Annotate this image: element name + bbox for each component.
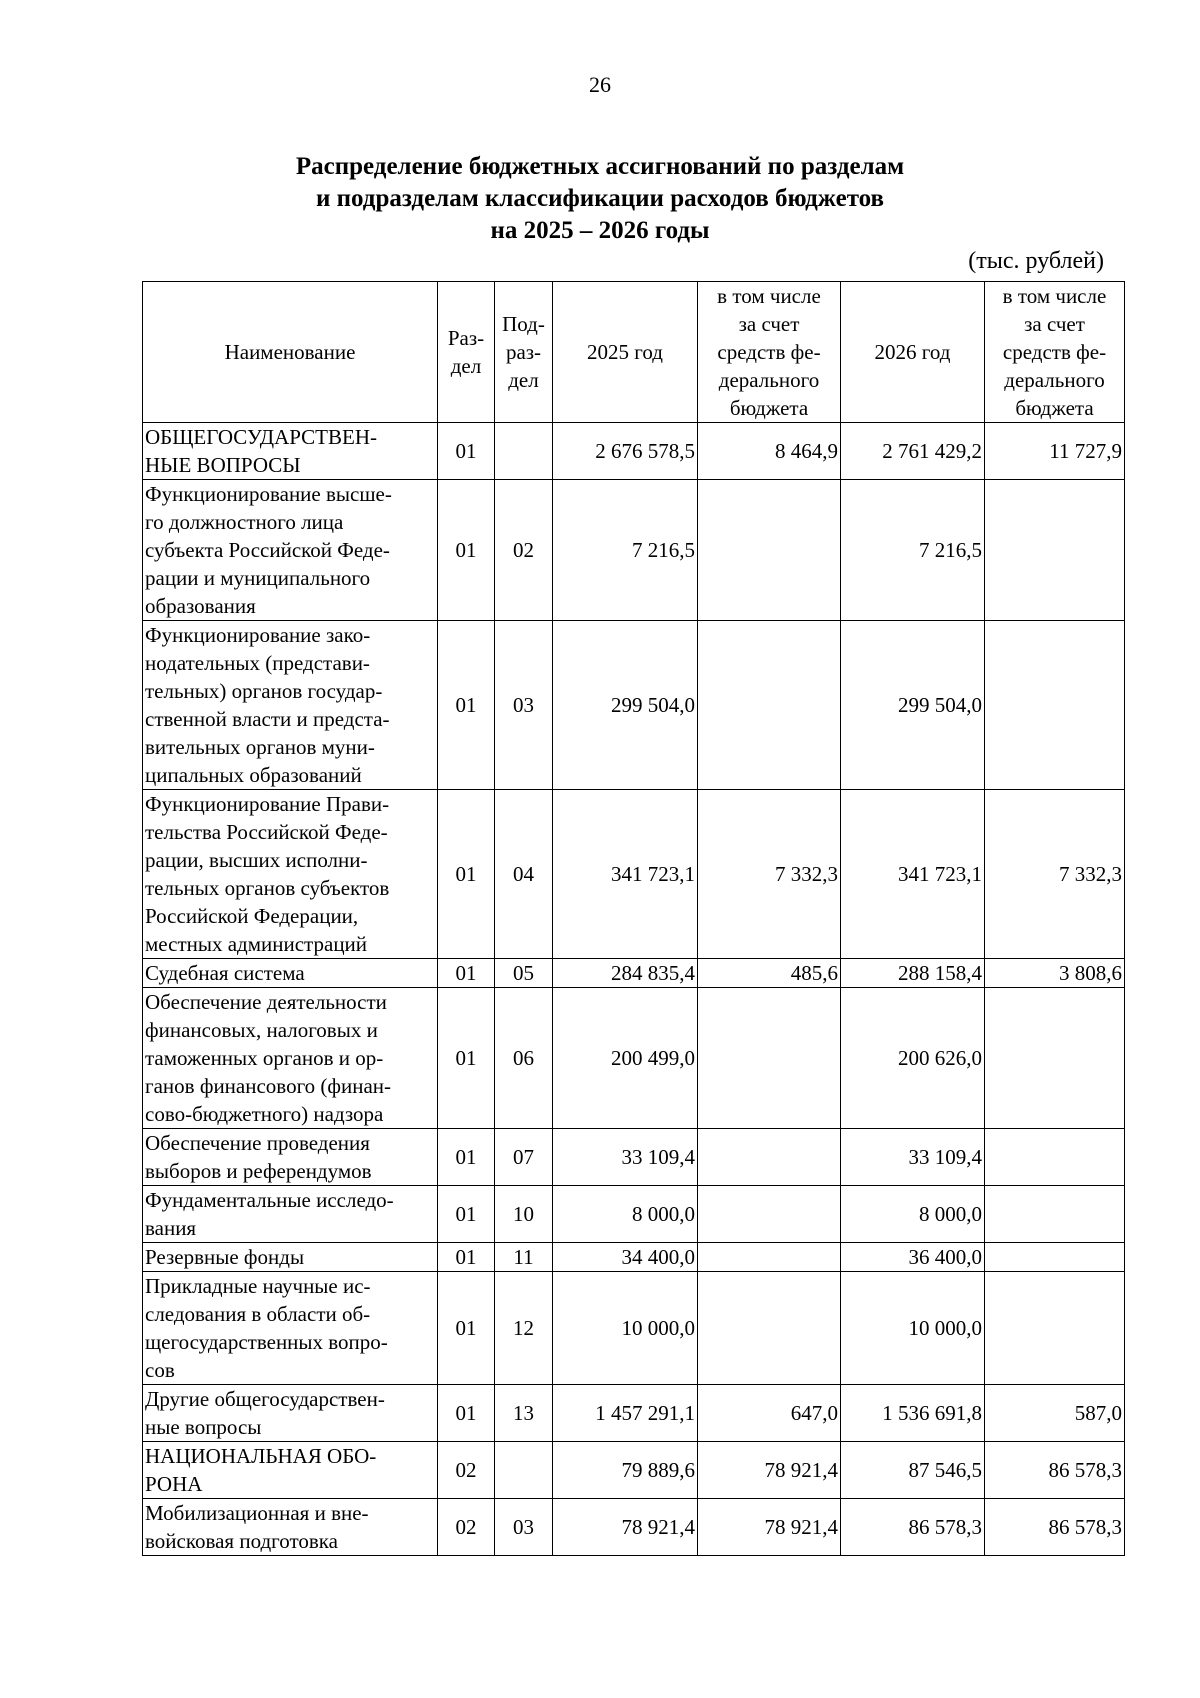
row-name: Судебная система: [143, 959, 438, 988]
row-fed-2026: 11 727,9: [985, 423, 1125, 480]
row-name: Резервные фонды: [143, 1243, 438, 1272]
row-2025: 34 400,0: [553, 1243, 698, 1272]
row-subsection: 06: [495, 988, 553, 1129]
header-2026: 2026 год: [841, 282, 985, 423]
row-2026: 36 400,0: [841, 1243, 985, 1272]
row-fed-2026: 86 578,3: [985, 1442, 1125, 1499]
row-subsection: 04: [495, 790, 553, 959]
row-2026: 86 578,3: [841, 1499, 985, 1556]
row-fed-2025: 647,0: [698, 1385, 841, 1442]
row-fed-2025: [698, 480, 841, 621]
row-name: НАЦИОНАЛЬНАЯ ОБО- РОНА: [143, 1442, 438, 1499]
row-fed-2026: 587,0: [985, 1385, 1125, 1442]
row-subsection: 12: [495, 1272, 553, 1385]
row-2026: 288 158,4: [841, 959, 985, 988]
row-section: 01: [438, 959, 495, 988]
row-name: Функционирование Прави- тельства Российской Феде- рации, высших исполни- тельных органов субъектов Российской Федерации, местных администраций: [143, 790, 438, 959]
row-fed-2025: [698, 1129, 841, 1186]
row-fed-2025: [698, 1243, 841, 1272]
row-2025: 7 216,5: [553, 480, 698, 621]
row-fed-2026: [985, 988, 1125, 1129]
row-fed-2025: [698, 1272, 841, 1385]
table-row: [143, 1272, 1125, 1385]
row-2025: 33 109,4: [553, 1129, 698, 1186]
row-name: Фундаментальные исследо- вания: [143, 1186, 438, 1243]
header-fed-2026: в том числе за счет средств фе- дерального бюджета: [985, 282, 1125, 423]
row-2025: 2 676 578,5: [553, 423, 698, 480]
row-fed-2025: 485,6: [698, 959, 841, 988]
row-name: Функционирование зако- нодательных (представи- тельных) органов государ- ственной власти и предста- вительных органов муни- ципальных образований: [143, 621, 438, 790]
row-2026: 1 536 691,8: [841, 1385, 985, 1442]
row-fed-2026: 7 332,3: [985, 790, 1125, 959]
row-section: 01: [438, 1129, 495, 1186]
row-2025: 8 000,0: [553, 1186, 698, 1243]
row-subsection: [495, 1442, 553, 1499]
row-fed-2025: [698, 621, 841, 790]
row-fed-2025: 78 921,4: [698, 1442, 841, 1499]
budget-table: [142, 281, 1125, 1556]
row-2026: 2 761 429,2: [841, 423, 985, 480]
row-name: ОБЩЕГОСУДАРСТВЕН- НЫЕ ВОПРОСЫ: [143, 423, 438, 480]
row-subsection: 07: [495, 1129, 553, 1186]
row-2025: 341 723,1: [553, 790, 698, 959]
header-fed-2025: в том числе за счет средств фе- дерального бюджета: [698, 282, 841, 423]
row-section: 01: [438, 423, 495, 480]
page-number: 26: [589, 72, 611, 97]
row-2026: 341 723,1: [841, 790, 985, 959]
row-fed-2025: 7 332,3: [698, 790, 841, 959]
row-name: Обеспечение деятельности финансовых, налоговых и таможенных органов и ор- ганов финансового (финан- сово-бюджетного) надзора: [143, 988, 438, 1129]
title-line: и подразделам классификации расходов бюджетов: [315, 185, 885, 212]
row-2025: 79 889,6: [553, 1442, 698, 1499]
document-title: [0, 151, 1200, 247]
row-fed-2026: [985, 1243, 1125, 1272]
row-2026: 33 109,4: [841, 1129, 985, 1186]
row-subsection: 13: [495, 1385, 553, 1442]
row-fed-2025: 8 464,9: [698, 423, 841, 480]
row-subsection: 05: [495, 959, 553, 988]
row-2025: 284 835,4: [553, 959, 698, 988]
row-section: 01: [438, 1186, 495, 1243]
header-2025: 2025 год: [553, 282, 698, 423]
row-fed-2025: [698, 988, 841, 1129]
row-fed-2026: [985, 1129, 1125, 1186]
row-name: Функционирование высше- го должностного лица субъекта Российской Феде- рации и муниципального образования: [143, 480, 438, 621]
row-fed-2025: [698, 1186, 841, 1243]
row-section: 01: [438, 790, 495, 959]
table-row: [143, 959, 1125, 988]
row-2026: 7 216,5: [841, 480, 985, 621]
table-body: [143, 423, 1125, 1556]
header-name: Наименование: [143, 282, 438, 423]
row-2025: 10 000,0: [553, 1272, 698, 1385]
table-header-row: [143, 282, 1125, 423]
row-2025: 1 457 291,1: [553, 1385, 698, 1442]
row-name: Мобилизационная и вне- войсковая подготовка: [143, 1499, 438, 1556]
row-2025: 78 921,4: [553, 1499, 698, 1556]
units-label: (тыс. рублей): [968, 248, 1104, 274]
row-name: Обеспечение проведения выборов и референдумов: [143, 1129, 438, 1186]
row-subsection: 02: [495, 480, 553, 621]
row-section: 02: [438, 1442, 495, 1499]
table-row: [143, 790, 1125, 959]
row-fed-2026: [985, 1272, 1125, 1385]
row-section: 01: [438, 1385, 495, 1442]
table-row: [143, 621, 1125, 790]
row-2026: 299 504,0: [841, 621, 985, 790]
row-section: 01: [438, 621, 495, 790]
row-subsection: [495, 423, 553, 480]
row-fed-2026: [985, 621, 1125, 790]
row-name: Прикладные научные ис- следования в области об- щегосударственных вопро- сов: [143, 1272, 438, 1385]
table-row: [143, 1442, 1125, 1499]
row-fed-2026: 86 578,3: [985, 1499, 1125, 1556]
row-name: Другие общегосударствен- ные вопросы: [143, 1385, 438, 1442]
row-2026: 87 546,5: [841, 1442, 985, 1499]
table-row: [143, 988, 1125, 1129]
row-section: 01: [438, 1243, 495, 1272]
header-section: Раз- дел: [438, 282, 495, 423]
row-2026: 8 000,0: [841, 1186, 985, 1243]
row-section: 01: [438, 1272, 495, 1385]
title-line: на 2025 – 2026 годы: [490, 217, 710, 244]
row-fed-2026: [985, 480, 1125, 621]
table-row: [143, 1499, 1125, 1556]
table-row: [143, 1186, 1125, 1243]
row-subsection: 10: [495, 1186, 553, 1243]
table-row: [143, 423, 1125, 480]
row-2025: 299 504,0: [553, 621, 698, 790]
row-section: 01: [438, 988, 495, 1129]
title-line: Распределение бюджетных ассигнований по разделам: [295, 153, 905, 180]
table-row: [143, 1243, 1125, 1272]
row-2026: 10 000,0: [841, 1272, 985, 1385]
row-2026: 200 626,0: [841, 988, 985, 1129]
row-section: 02: [438, 1499, 495, 1556]
header-subsection: Под- раз- дел: [495, 282, 553, 423]
row-subsection: 03: [495, 1499, 553, 1556]
table-row: [143, 1129, 1125, 1186]
row-subsection: 11: [495, 1243, 553, 1272]
row-2025: 200 499,0: [553, 988, 698, 1129]
row-subsection: 03: [495, 621, 553, 790]
row-fed-2025: 78 921,4: [698, 1499, 841, 1556]
table-row: [143, 1385, 1125, 1442]
row-fed-2026: [985, 1186, 1125, 1243]
table-row: [143, 480, 1125, 621]
row-section: 01: [438, 480, 495, 621]
row-fed-2026: 3 808,6: [985, 959, 1125, 988]
